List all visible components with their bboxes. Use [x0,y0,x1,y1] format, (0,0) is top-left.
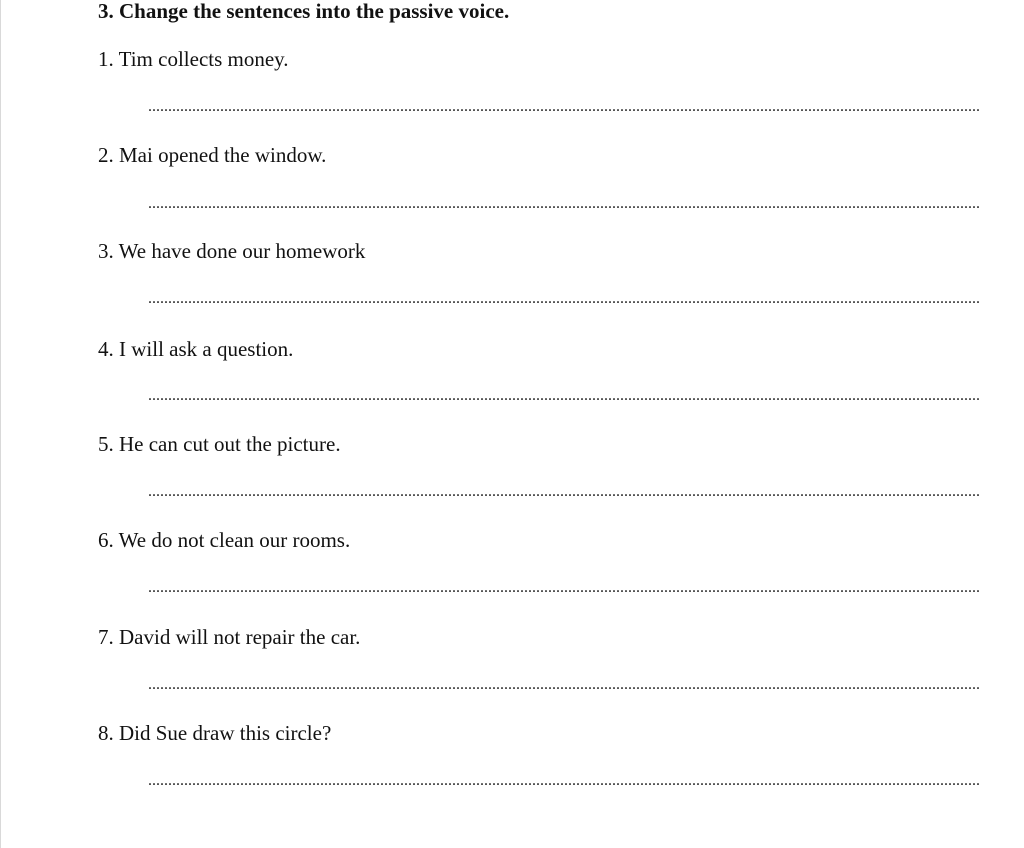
answer-line-8[interactable]: ................................................................................................................................................................................................................ [148,772,980,789]
question-1: 1. Tim collects money. [98,47,289,71]
exercise-title: 3. Change the sentences into the passive voice. [98,0,510,23]
question-2: 2. Mai opened the window. [98,143,327,167]
question-3: 3. We have done our homework [98,239,366,263]
answer-line-2[interactable]: ................................................................................................................................................................................................................ [148,195,980,212]
question-6: 6. We do not clean our rooms. [98,528,351,552]
question-7: 7. David will not repair the car. [98,625,361,649]
answer-line-6[interactable]: ................................................................................................................................................................................................................ [148,579,980,596]
answer-line-4[interactable]: ................................................................................................................................................................................................................ [148,387,980,404]
answer-line-1[interactable]: ................................................................................................................................................................................................................ [148,98,980,115]
question-5: 5. He can cut out the picture. [98,432,341,456]
answer-line-3[interactable]: ................................................................................................................................................................................................................ [148,290,980,307]
question-4: 4. I will ask a question. [98,337,294,361]
question-8: 8. Did Sue draw this circle? [98,721,332,745]
answer-line-7[interactable]: ................................................................................................................................................................................................................ [148,676,980,693]
answer-line-5[interactable]: ................................................................................................................................................................................................................ [148,483,980,500]
